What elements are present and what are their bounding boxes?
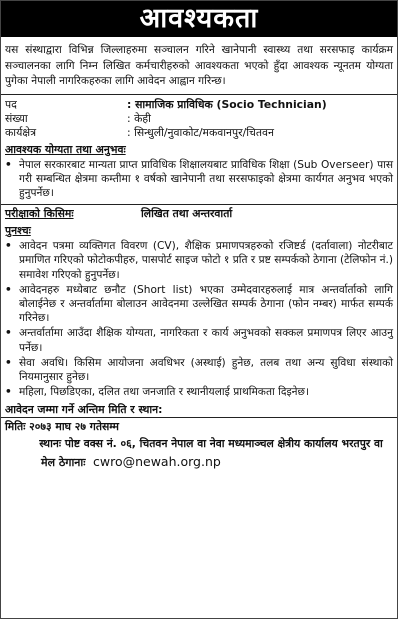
post-details (1, 95, 397, 140)
post-label: पद (5, 97, 17, 111)
list-item (5, 326, 393, 354)
bullet-icon: • (5, 240, 12, 253)
notes-title: पुनश्चः (5, 224, 31, 238)
note-text: अन्तर्वार्तामा आउँदा शैक्षिक योग्यता, नागरिकता र कार्य अनुभवको सक्कल प्रमाणपत्र लिएर आउनु पर्नेछ। (19, 327, 393, 354)
post-row (5, 98, 393, 112)
list-item (5, 158, 393, 201)
note-text: आवेदनहरु मध्येबाट छनौट (Short list) भएका उम्मेदवारहरुलाई मात्र अन्तर्वार्ताको लागि बोलाईनेछ र अन्तर्वार्तामा बोलाउन आवेदनमा उल्लेखित सम्पर्क ठेगाना (फोन नम्बर) मार्फत सम्पर्क गरिनेछ। (19, 283, 393, 325)
banner-title: आवश्यकता (1, 1, 397, 37)
mail-label: मेल ठेगानाः (41, 456, 86, 470)
bullet-icon: • (5, 386, 12, 399)
note-text: आवेदन पत्रमा व्यक्तिगत विवरण (CV), शैक्षिक प्रमाणपत्रहरुको रजिष्टर्ड (दर्तावाला) नोटरीबाट प्रमाणित गरिएको फोटोकपीहरु, पासपोर्ट साइज फोटो १ प्रति र प्रष्ट सम्पर्कको ठेगाना (टेलिफोन नं.) समावेश गरिएको हुनुपर्नेछ। (19, 240, 393, 281)
list-item (5, 356, 393, 384)
bullet-icon: • (5, 158, 12, 171)
list-item (5, 239, 393, 282)
exam-value: लिखित तथा अन्तरवार्ता (141, 207, 233, 221)
qualification-list (1, 157, 397, 201)
mail-row (1, 451, 397, 471)
area-value: : सिन्धुली/नुवाकोट/मकवानपुर/चितवन (127, 125, 275, 139)
deadline-place: स्थानः पोष्ट वक्स नं. ०६, चितवन नेपाल वा नेवा मध्यमाञ्चल क्षेत्रीय कार्यालय भरतपुर वा (39, 437, 383, 451)
note-text: सेवा अवधि। किसिम आयोजना अवधिभर (अस्थाई) हुनेछ, तलब तथा अन्य सुविधा संस्थाको नियमानुसार हुनेछ। (19, 356, 393, 383)
mail-address: cwro@newah.org.np (92, 454, 221, 470)
list-item (5, 283, 393, 326)
qualification-title: आवश्यक योग्यता तथा अनुभवः (5, 142, 126, 156)
exam-label: परीक्षाको किसिमः (5, 207, 74, 221)
exam-row (1, 205, 397, 221)
deadline-title: आवेदन जम्मा गर्ने अन्तिम मिति र स्थान: (5, 403, 163, 417)
area-label: कार्यक्षेत्र (5, 125, 37, 139)
list-item (5, 385, 393, 399)
bullet-icon: • (5, 356, 12, 369)
qualification-text: नेपाल सरकारबाट मान्यता प्राप्त प्राविधिक शिक्षालयबाट प्राविधिक शिक्षा (Sub Overseer) पास गरी सम्बन्धित क्षेत्रमा कम्तीमा १ वर्षको खानेपानी तथा सरसफाइको क्षेत्रमा कार्यगत अनुभव भएको हुनुपर्नेछ। (19, 158, 393, 199)
post-value: : सामाजिक प्राविधिक (Socio Technician) (127, 97, 327, 111)
note-text: महिला, पिछडिएका, दलित तथा जनजाति र स्थानीयलाई प्राथमिकता दिइनेछ। (19, 386, 309, 399)
count-row (5, 112, 393, 126)
count-label: संख्या (5, 111, 28, 125)
count-value: : केही (127, 111, 151, 125)
notes-list (1, 238, 397, 399)
bullet-icon: • (5, 283, 12, 296)
deadline-date: मितिः २०७३ माघ २७ गतेसम्म (1, 417, 397, 434)
bullet-icon: • (5, 327, 12, 340)
intro-paragraph: यस संस्थाद्वारा विभिन्न जिल्लाहरुमा सञ्चालन गरिने खानेपानी स्वास्थ्य तथा सरसफाइ कार्यक्रम सञ्चालनका लागि निम्न लिखित कर्मचारीहरुको आवश्यकता भएको हुँदा आवश्यक न्यूनतम योग्यता पुगेका नेपाली नागरिकहरुका लागि आवेदन आह्वान गरिन्छ। (5, 44, 393, 87)
area-row (5, 126, 393, 140)
